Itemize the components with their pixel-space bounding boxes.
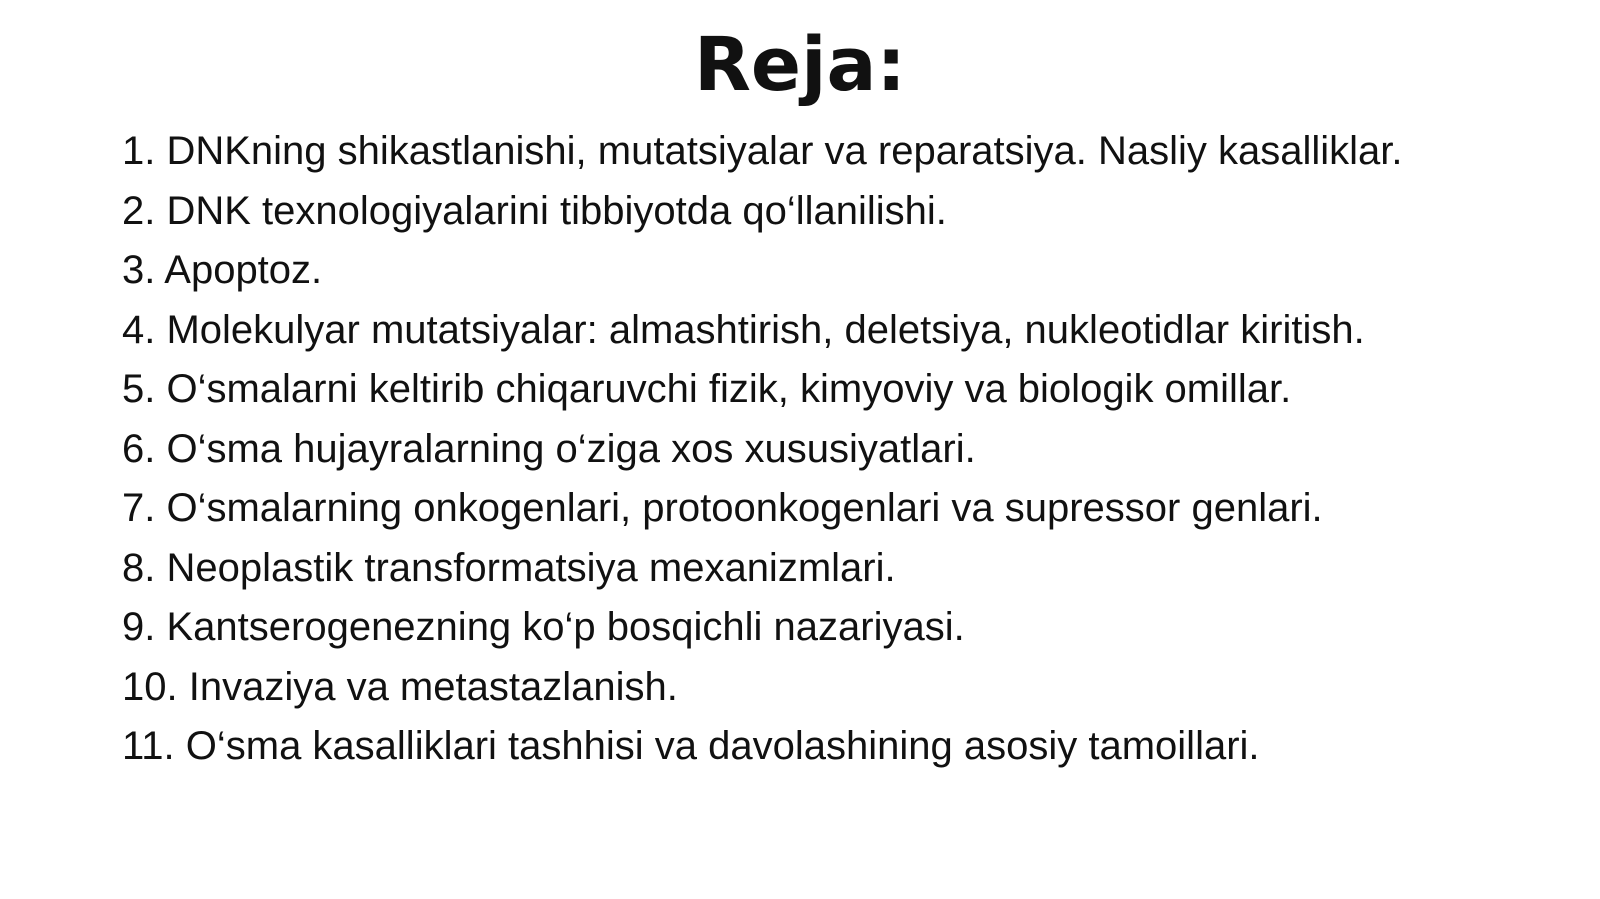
plan-item-9: 9. Kantserogenezning ko‘p bosqichli nazariyasi. (122, 605, 965, 649)
plan-item-1: 1. DNKning shikastlanishi, mutatsiyalar va reparatsiya. Nasliy kasalliklar. (122, 129, 1403, 173)
plan-item-2: 2. DNK texnologiyalarini tibbiyotda qo‘llanilishi. (122, 188, 947, 233)
plan-item-7: 7. O‘smalarning onkogenlari, protoonkogenlari va supressor genlari. (122, 486, 1323, 530)
plan-item-3: 3. Apoptoz. (122, 248, 323, 292)
slide-title: Reja: (693, 22, 907, 108)
plan-item-11: 11. O‘sma kasalliklari tashhisi va davolashining asosiy tamoillari. (122, 724, 1260, 768)
plan-list (122, 122, 1562, 777)
plan-item-10: 10. Invaziya va metastazlanish. (122, 664, 678, 709)
plan-item-8: 8. Neoplastik transformatsiya mexanizmlari. (122, 545, 896, 590)
plan-item-4: 4. Molekulyar mutatsiyalar: almashtirish, deletsiya, nukleotidlar kiritish. (122, 307, 1365, 352)
plan-item-6: 6. O‘sma hujayralarning o‘ziga xos xususiyatlari. (122, 426, 976, 471)
plan-item-5: 5. O‘smalarni keltirib chiqaruvchi fizik, kimyoviy va biologik omillar. (122, 367, 1292, 411)
